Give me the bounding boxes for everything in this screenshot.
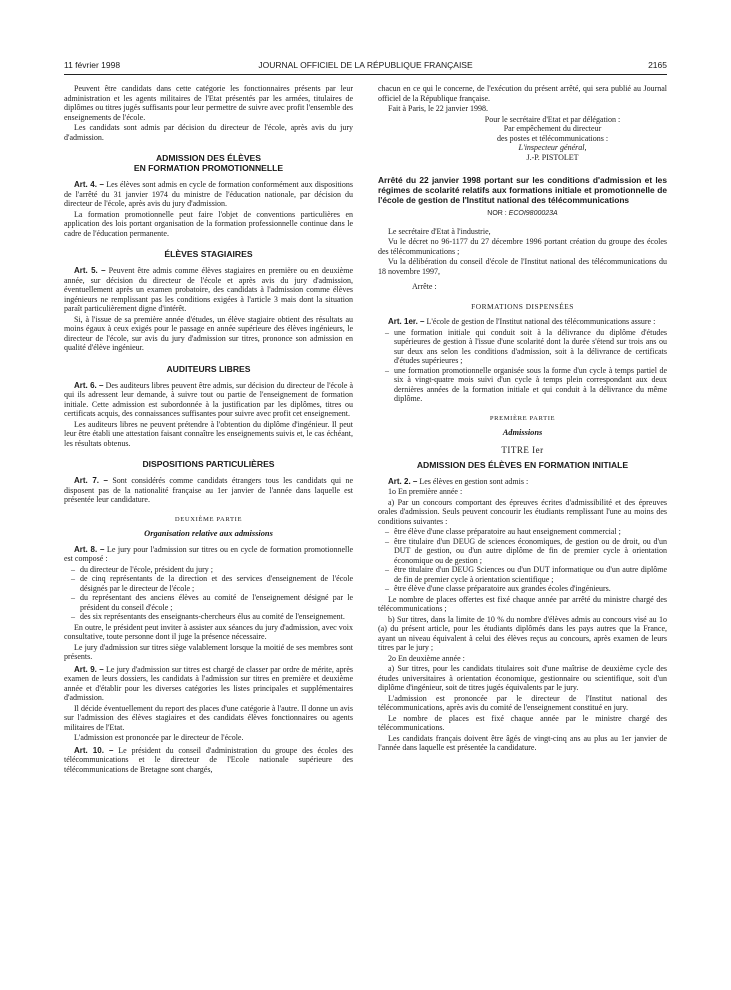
list-item: – de cinq représentants de la direction et des services d'enseignement de l'école désignés par le directeur de l'école ; bbox=[80, 574, 353, 593]
paragraph: Le secrétaire d'Etat à l'industrie, bbox=[388, 226, 491, 236]
article-label: Art. 8. – bbox=[74, 544, 105, 554]
subsection-heading: Organisation relative aux admissions bbox=[144, 529, 273, 538]
article-label: Art. 1er. – bbox=[388, 317, 425, 327]
paragraph: Vu la délibération du conseil d'école de l'Institut national des télécommunications du 18 novembre 1997, bbox=[378, 257, 667, 276]
list-item: – une formation promotionnelle organisée sous la forme d'un cycle à temps partiel de six à vingt-quatre mois suivi d'un cycle à temps plein correspondant aux deux dernières années de la formation initiale et qui conduit à la délivrance du même diplôme. bbox=[394, 366, 667, 404]
article-4: Art. 4. – Les élèves sont admis en cycle de formation conformément aux dispositions de l'arrêté du 31 janvier 1974 du ministre de l'éducation nationale, par décision du directeur de l'école, après avis du jury d'admission. bbox=[64, 180, 353, 208]
paragraph: Peuvent être candidats dans cette catégorie les fonctionnaires présents par leur administration et les agents militaires de l'Etat présentés par les armées, titulaires de diplômes ou titres jugés suffisants pour leur permettre de suivre avec profit l'ensemble des enseignements de l'école. bbox=[64, 84, 353, 122]
section-heading-formations: FORMATIONS DISPENSÉES bbox=[471, 301, 574, 311]
paragraph: Il décide éventuellement du report des places d'une catégorie à l'autre. Il donne un avis sur l'admission des élèves stagiaires et des candidats élèves fonctionnaires ou agents militaires de l'Etat. bbox=[64, 703, 353, 732]
list-item: – être élève d'une classe préparatoire aux grandes écoles d'ingénieurs. bbox=[394, 584, 667, 594]
part-heading: PREMIÈRE PARTIE bbox=[489, 414, 556, 422]
signature-block: Pour le secrétaire d'Etat et par délégation : Par empêchement du directeur des postes et télécommunications : L'inspecteur général, J.-P. PISTOLET bbox=[484, 114, 621, 162]
date-place: Fait à Paris, le 22 janvier 1998. bbox=[388, 104, 488, 113]
article-label: Art. 7. – bbox=[74, 476, 108, 485]
article-7: Art. 7. – Sont considérés comme candidats étrangers tous les candidats qui ne disposent pas de la nationalité française au 1er janvier de l'année dans laquelle est présentée leur candidature. bbox=[64, 476, 353, 504]
section-heading-initiale: ADMISSION DES ÉLÈVES EN FORMATION INITIALE bbox=[416, 460, 629, 471]
list-item: – du représentant des anciens élèves au comité de l'enseignement désigné par le président du conseil d'école ; bbox=[80, 593, 353, 612]
article-8: Art. 8. – Le jury pour l'admission sur titres ou en cycle de formation promotionnelle est composé : bbox=[64, 544, 353, 563]
nor-reference: NOR : ECOI9800023A bbox=[487, 210, 558, 218]
paragraph: Les candidats sont admis par décision du directeur de l'école, après avis du jury d'admission. bbox=[64, 123, 353, 142]
paragraph: Si, à l'issue de sa première année d'études, un élève stagiaire obtient des résultats au moins égaux à ceux exigés pour le passage en année supérieure des élèves ingénieurs, le directeur de l'école, sur avis du jury d'admission sur titres, prononce son admission en qualité d'élève ingénieur. bbox=[64, 314, 353, 352]
paragraph: La formation promotionnelle peut faire l'objet de conventions particulières en application des lois portant organisation de la formation professionnelle continue dans le cadre de l'éducation permanente. bbox=[64, 209, 353, 238]
paragraph: L'admission est prononcée par le directeur de l'Institut national des télécommunications, après avis du comité de l'enseignement constitué en jury. bbox=[378, 693, 667, 713]
paragraph: b) Sur titres, dans la limite de 10 % du nombre d'élèves admis au concours visé au 1o (a) du présent article, pour les étudiants diplômés dans les pays autres que la France, ayant un niveau équivalent à celui des élèves reçus au concours, après examen de leurs titres par le jury ; bbox=[378, 614, 667, 653]
paragraph: Le jury d'admission sur titres siège valablement lorsque la moitié de ses membres sont présents. bbox=[64, 642, 353, 661]
subsection-heading: Admissions bbox=[502, 428, 543, 438]
article-label: Art. 2. – bbox=[388, 476, 418, 486]
formations-list bbox=[378, 328, 667, 404]
right-column bbox=[378, 84, 667, 974]
arrete-label: Arrête : bbox=[412, 282, 437, 292]
paragraph: a) Par un concours comportant des épreuves écrites d'admissibilité et des épreuves orales d'admission. Seuls peuvent concourir les étudiants remplissant l'une au moins des conditions suivantes : bbox=[378, 497, 667, 526]
article-5: Art. 5. – Peuvent être admis comme élèves stagiaires en première ou en deuxième année, sur décision du directeur de l'école et après avis du jury d'admission, éventuellement après un examen probatoire, des candidats à l'admission comme élèves ingénieurs ne remplissant pas les conditions exigées à l'article 3 mais dont la situation paraît particulièrement digne d'intérêt. bbox=[64, 266, 353, 313]
paragraph: En outre, le président peut inviter à assister aux séances du jury d'admission, avec voix consultative, toute personne dont il juge la présence nécessaire. bbox=[64, 622, 353, 641]
list-item: – du directeur de l'école, président du jury ; bbox=[80, 565, 353, 575]
paragraph: a) Sur titres, pour les candidats titulaires soit d'une maîtrise de deuxième cycle des études universitaires à orientation économique, gestionnaire ou scientifique, soit d'un diplôme d'ingénieur, soit de titres jugés équivalents par le jury. bbox=[378, 664, 667, 693]
header-date: 11 février 1998 bbox=[64, 60, 121, 70]
section-heading-promotionnelle: ADMISSION DES ÉLÈVES EN FORMATION PROMOTIONNELLE bbox=[133, 153, 284, 173]
paragraph: Les candidats français doivent être âgés de vingt-cinq ans au plus au 1er janvier de l'année dans laquelle est présentée la candidature. bbox=[378, 733, 667, 753]
arrete-title: Arrêté du 22 janvier 1998 portant sur les conditions d'admission et les régimes de scolarité relatifs aux formations initiale et promotionnelle de l'école de gestion de l'Institut national des télécommunications bbox=[378, 175, 667, 205]
article-label: Art. 4. – bbox=[74, 180, 104, 189]
paragraph: Le nombre de places est fixé chaque année par le ministre chargé des télécommunications. bbox=[378, 713, 667, 733]
title-heading: TITRE Ier bbox=[501, 444, 544, 455]
article-9: Art. 9. – Le jury d'admission sur titres est chargé de classer par ordre de mérite, après examen de leurs dossiers, les candidats à l'admission sur titres en première et deuxième année et d'établir pour les diverses catégories les listes principales et supplémentaires d'admission. bbox=[64, 664, 353, 702]
article-label: Art. 5. – bbox=[74, 266, 106, 275]
article-6: Art. 6. – Des auditeurs libres peuvent être admis, sur décision du directeur de l'école à qui ils adressent leur demande, à suivre tout ou partie de l'enseignement de formation initiale. Cette admission est subordonnée à la justification par les diplômes, titres ou certificats acquis, des connaissances suffisantes pour suivre avec profit cet enseignement. bbox=[64, 380, 353, 418]
paragraph: 2o En deuxième année : bbox=[388, 653, 465, 663]
header-journal-title: JOURNAL OFFICIEL DE LA RÉPUBLIQUE FRANÇAISE bbox=[258, 60, 473, 70]
list-item: – être titulaire d'un DEUG de sciences économiques, de gestion ou de droit, ou d'un DUT de gestion, ou d'un autre diplôme de fin de premier cycle à orientation économique ou de gestion ; bbox=[394, 537, 667, 566]
list-item: – être titulaire d'un DEUG Sciences ou d'un DUT informatique ou d'un autre diplôme de fin de premier cycle à orientation scientifique ; bbox=[394, 565, 667, 584]
article-1: Art. 1er. – L'école de gestion de l'Institut national des télécommunications assure : bbox=[388, 317, 656, 327]
article-label: Art. 6. – bbox=[74, 380, 104, 390]
list-item: – une formation initiale qui conduit soit à la délivrance du diplôme d'études supérieures de gestion à l'issue d'une scolarité dont la durée s'étend sur trois ans ou sur deux ans selon les conditions d'admission, soit à la délivrance de certificats d'études supérieures ; bbox=[394, 328, 667, 366]
paragraph: Vu le décret no 96-1177 du 27 décembre 1996 portant création du groupe des écoles des télécommunications ; bbox=[378, 237, 667, 256]
section-heading-auditeurs: AUDITEURS LIBRES bbox=[166, 363, 251, 374]
left-column bbox=[64, 84, 353, 974]
article-2: Art. 2. – Les élèves en gestion sont admis : bbox=[388, 476, 529, 486]
paragraph: Les auditeurs libres ne peuvent prétendre à l'obtention du diplôme d'ingénieur. Il peut leur être établi une attestation faisant connaître les enseignements suivis et, le cas échéant, les résultats obtenus. bbox=[64, 419, 353, 448]
article-10: Art. 10. – Le président du conseil d'administration du groupe des écoles des télécommunications et le directeur de l'Ecole nationale supérieure des télécommunications de Bretagne sont chargés, bbox=[64, 745, 353, 774]
page-header bbox=[64, 60, 667, 74]
paragraph: L'admission est prononcée par le directeur de l'école. bbox=[74, 733, 244, 742]
conditions-list bbox=[378, 527, 667, 594]
header-rule bbox=[64, 74, 667, 75]
part-heading: DEUXIÈME PARTIE bbox=[174, 515, 243, 523]
list-item: – être élève d'une classe préparatoire au haut enseignement commercial ; bbox=[394, 527, 667, 537]
section-heading-stagiaires: ÉLÈVES STAGIAIRES bbox=[164, 249, 253, 259]
jury-list bbox=[64, 565, 353, 622]
paragraph: Le nombre de places offertes est fixé chaque année par arrêté du ministre chargé des télécommunications ; bbox=[378, 594, 667, 614]
article-label: Art. 10. – bbox=[74, 745, 114, 755]
header-page-number: 2165 bbox=[648, 60, 667, 70]
list-item: – des six représentants des enseignants-chercheurs élus au comité de l'enseignement. bbox=[80, 612, 353, 622]
paragraph: 1o En première année : bbox=[388, 487, 463, 497]
article-label: Art. 9. – bbox=[74, 664, 104, 674]
section-heading-dispositions: DISPOSITIONS PARTICULIÈRES bbox=[142, 459, 275, 469]
paragraph: chacun en ce qui le concerne, de l'exécution du présent arrêté, qui sera publié au Journal officiel de la République française. bbox=[378, 84, 667, 103]
